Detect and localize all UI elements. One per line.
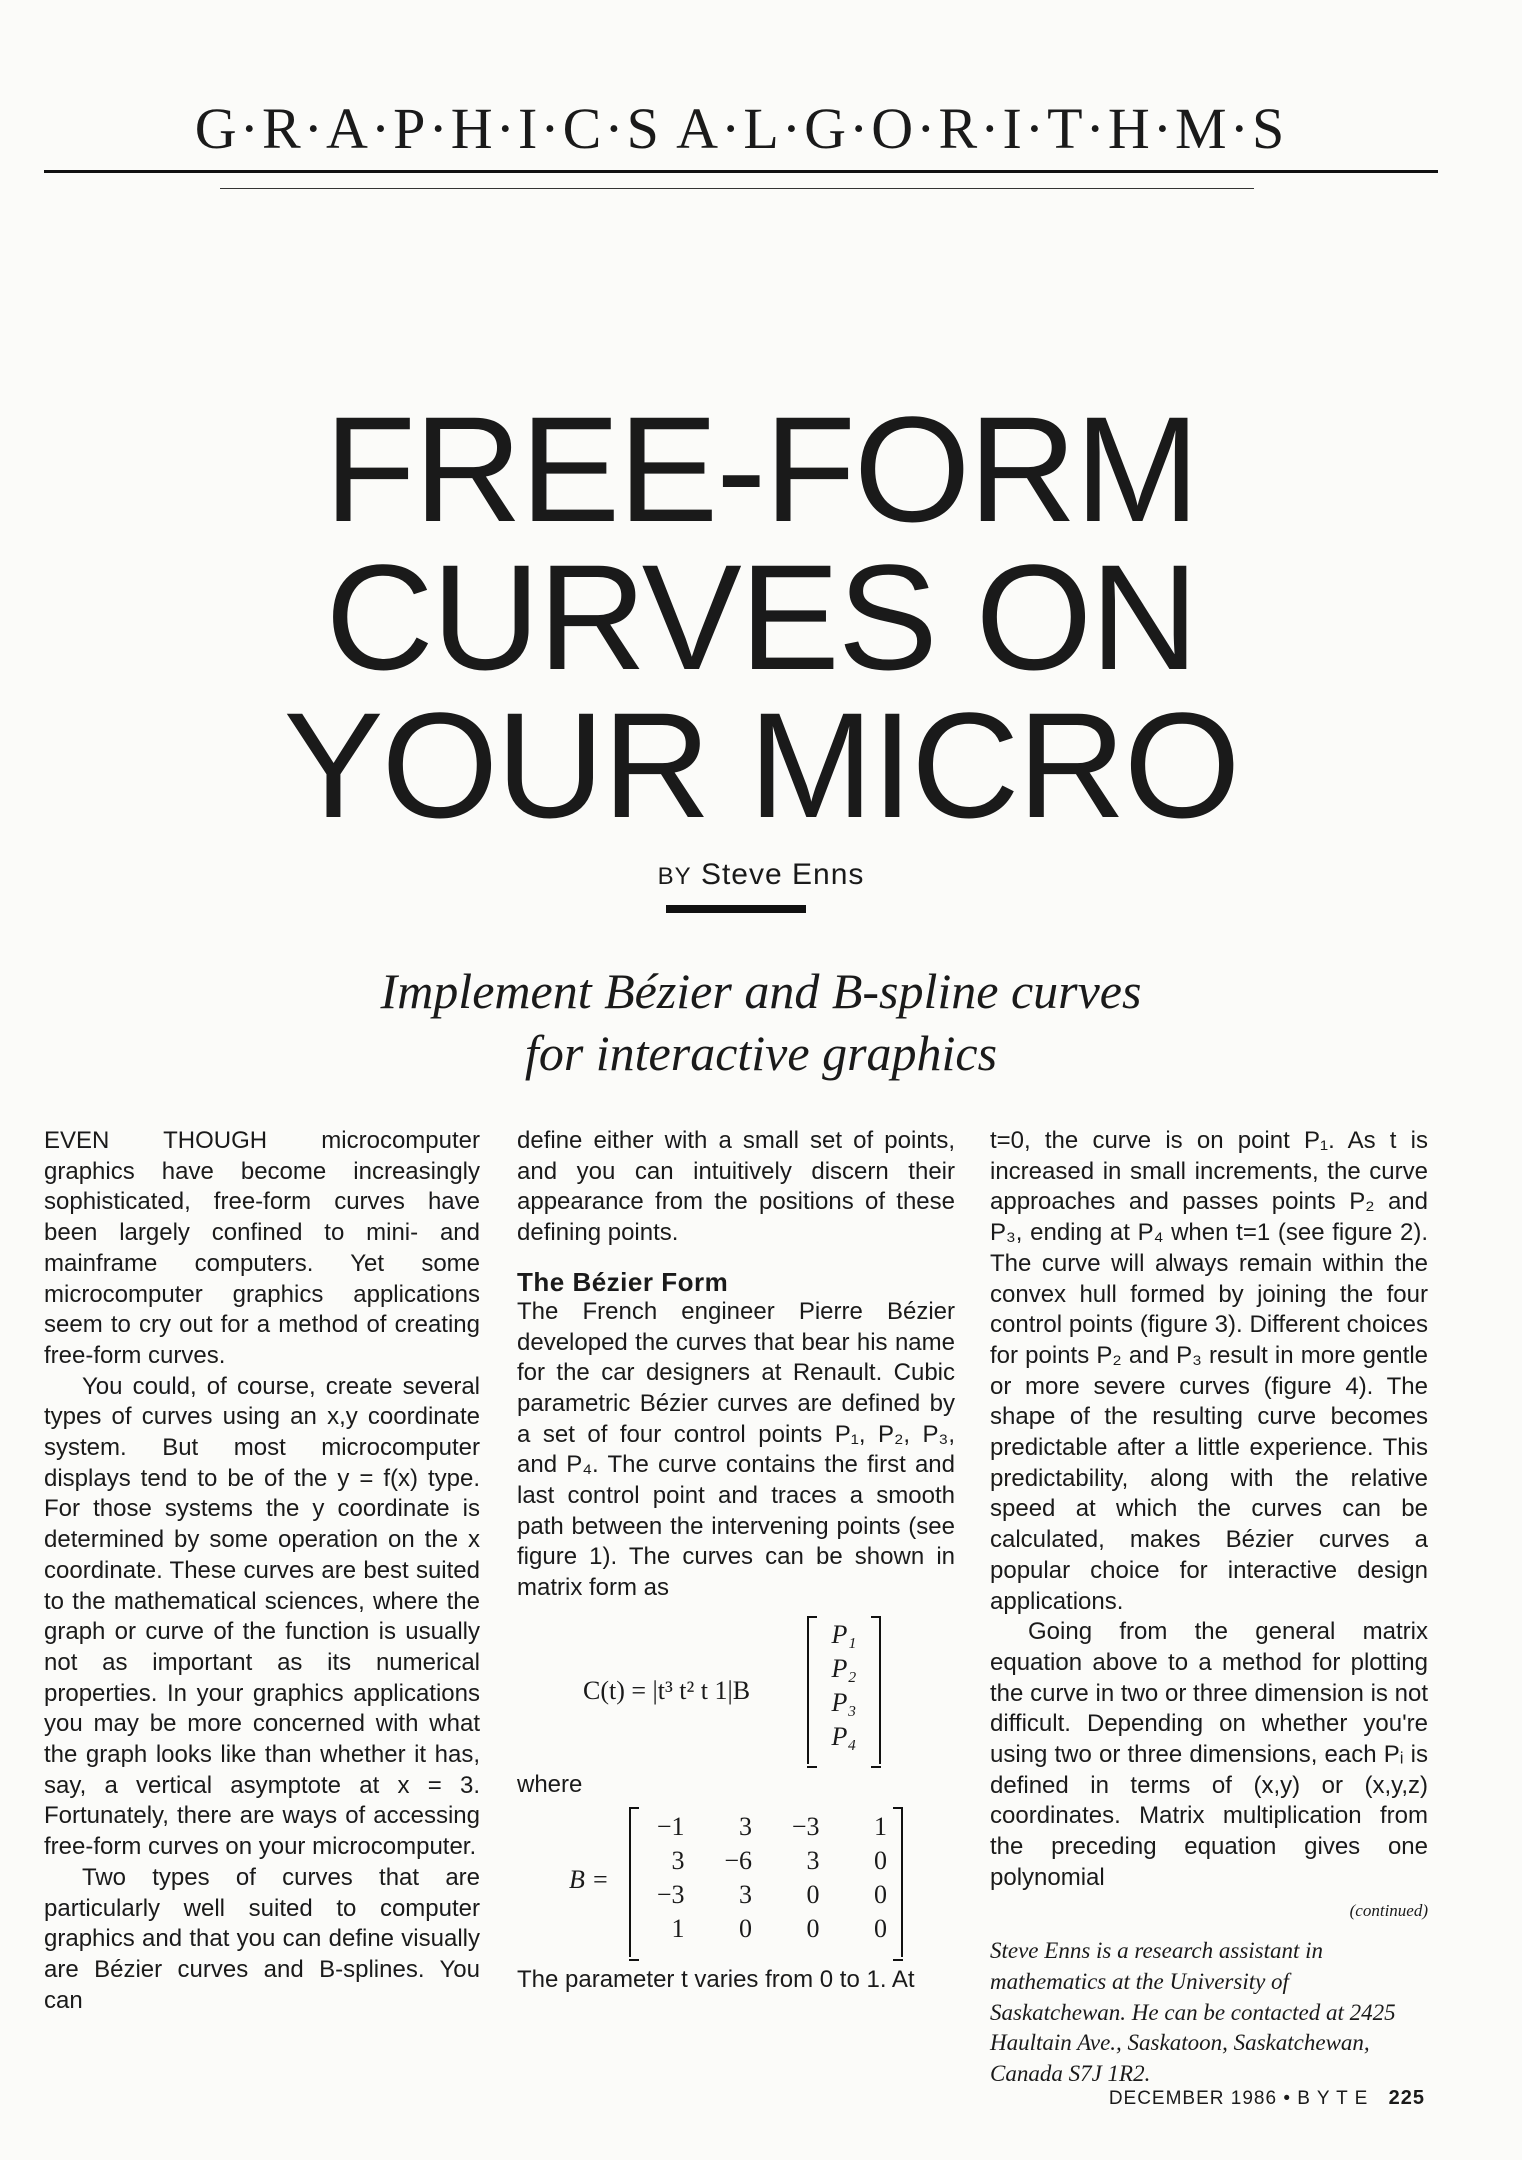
where-label: where — [517, 1770, 583, 1798]
author-bio: Steve Enns is a research assistant in mathematics at the University of Saskatchewan. He can be contacted at 2425 Haultain Ave., Saskatoon, Saskatchewan, Canada S7J 1R2. — [990, 1938, 1396, 2087]
column-1 — [44, 1126, 480, 2016]
matrix-cell: 0 — [874, 1880, 887, 1910]
matrix-cell: 0 — [806, 1914, 820, 1944]
paragraph: You could, of course, create several types of curves using an x,y coordinate system. But most microcomputer displays tend to be of the y = f(x) type. For those systems the y coordinate is determined by some operation on the x coordinate. These curves are best suited to the mathematical sciences, where the graph or curve of the function is usually not as important as its numerical properties. In your graphics applications you may be more concerned with what the graph looks like than whether it has, say, a vertical asymptote at x = 3. Fortunately, there are ways of accessing free-form curves on your microcomputer. — [44, 1372, 480, 1861]
matrix-cell: 0 — [874, 1914, 887, 1944]
page-footer — [1109, 2087, 1425, 2110]
matrix-cell: −1 — [656, 1812, 685, 1842]
deck-line-1: Implement Bézier and B-spline curves — [380, 963, 1142, 1019]
matrix-cell: 0 — [739, 1914, 752, 1944]
matrix-cell: 3 — [739, 1880, 752, 1910]
matrix-cell: 3 — [739, 1812, 752, 1842]
paragraph: EVEN THOUGH microcomputer graphics have become increasingly sophisticated, free-form curves have been largely confined to mini- and mainframe computers. Yet some microcomputer graphics applications seem to cry out for a method of creating free-form curves. — [44, 1127, 480, 1369]
matrix-cell: −3 — [791, 1812, 820, 1842]
matrix-cell: 1 — [874, 1812, 887, 1842]
matrix-cell: 3 — [806, 1846, 820, 1876]
issue-label: DECEMBER 1986 • B Y T E — [1108, 2088, 1369, 2109]
vector-entry: P₁ — [831, 1619, 857, 1649]
equation-lhs: B = — [569, 1864, 609, 1894]
title-line-1: FREE-FORM — [324, 385, 1198, 553]
control-point-vector — [807, 1616, 881, 1764]
subhead: The Bézier Form — [517, 1266, 729, 1297]
page-number: 225 — [1388, 2087, 1425, 2109]
matrix-cell: −3 — [656, 1880, 685, 1910]
matrix-cell: 0 — [806, 1880, 820, 1910]
header-rule — [44, 170, 1438, 173]
equation-basis-matrix — [517, 1807, 955, 1955]
paragraph: define either with a small set of points, and you can intuitively discern their appearance from the positions of these defining points. — [517, 1127, 955, 1247]
article-title — [44, 385, 1478, 849]
equation-bezier — [517, 1616, 955, 1764]
continued-label: (continued) — [1349, 1900, 1428, 1920]
vector-entry: P₃ — [831, 1687, 857, 1717]
paragraph: Going from the general matrix equation above to a method for plotting the curve in two or three dimension is not difficult. Depending on whether you're using two or three dimensions, each Pᵢ is defined in terms of (x,y) or (x,y,z) coordinates. Matrix multiplication from the preceding equation gives one polynomial — [990, 1618, 1428, 1891]
vector-entry: P₄ — [831, 1721, 857, 1751]
matrix-cell: −6 — [724, 1846, 752, 1876]
title-line-2: CURVES ON — [325, 533, 1197, 701]
author-name: Steve Enns — [700, 858, 865, 891]
section-kicker: G·R·A·P·H·I·C·S A·L·G·O·R·I·T·H·M·S — [194, 96, 1288, 161]
equation-lhs: C(t) = |t³ t² t 1|B — [583, 1675, 751, 1705]
paragraph: t=0, the curve is on point P₁. As t is increased in small increments, the curve approaches and passes points P₂ and P₃, ending at P₄ when t=1 (see figure 2). The curve will always remain within the convex hull formed by joining the four control points (figure 3). Different choices for points P₂ and P₃ result in more gentle or more severe curves (figure 4). The shape of the resulting curve becomes predictable after a little experience. This predictability, along with the relative speed at which the curves can be calculated, makes Bézier curves a popular choice for interactive design applications. — [990, 1127, 1428, 1615]
column-2 — [517, 1126, 955, 1995]
byline — [0, 858, 1522, 892]
title-line-3: YOUR MICRO — [283, 681, 1239, 849]
matrix-cell: 0 — [874, 1846, 887, 1876]
deck-line-2: for interactive graphics — [524, 1025, 998, 1081]
matrix-cell: 3 — [671, 1846, 685, 1876]
paragraph: The French engineer Pierre Bézier developed the curves that bear his name for the car designers at Renault. Cubic parametric Bézier curves are defined by a set of four control points P₁, P₂, P₃, and P₄. The curve contains the first and last control point and traces a smooth path between the intervening points (see figure 1). The curves can be shown in matrix form as — [517, 1297, 955, 1602]
paragraph: Two types of curves that are particularly well suited to computer graphics and that you can define visually are Bézier curves and B-splines. You can — [44, 1863, 480, 2014]
header-thin-rule — [220, 188, 1254, 189]
column-3 — [990, 1126, 1428, 2090]
matrix-cell: 1 — [671, 1914, 685, 1944]
vector-entry: P₂ — [831, 1653, 857, 1683]
basis-matrix — [629, 1807, 903, 1957]
paragraph: The parameter t varies from 0 to 1. At — [517, 1965, 915, 1993]
byline-by: BY — [657, 863, 692, 890]
deck — [0, 960, 1522, 1084]
byline-bar — [666, 905, 806, 913]
